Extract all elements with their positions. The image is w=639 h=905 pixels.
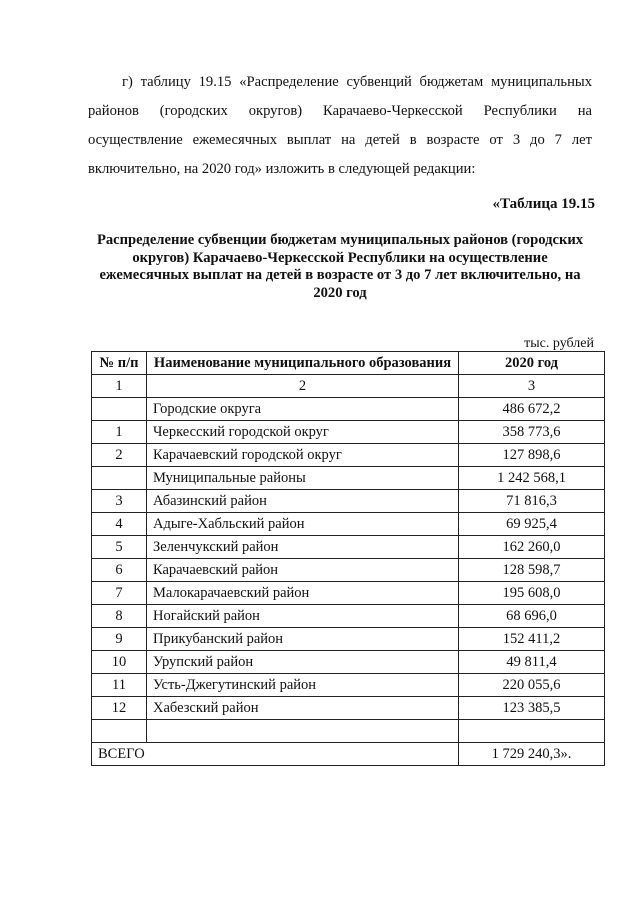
row-value: 486 672,2	[459, 398, 605, 421]
table-row	[92, 513, 605, 536]
row-number: 9	[92, 628, 147, 651]
row-name: Зеленчукский район	[147, 536, 459, 559]
table-row	[92, 674, 605, 697]
header-number: № п/п	[92, 352, 147, 375]
empty-cell	[92, 720, 147, 743]
table-row	[92, 490, 605, 513]
row-number: 5	[92, 536, 147, 559]
total-label: ВСЕГО	[92, 743, 459, 766]
table-row	[92, 651, 605, 674]
table-row	[92, 559, 605, 582]
row-value: 1 242 568,1	[459, 467, 605, 490]
row-number: 1	[92, 421, 147, 444]
table-row	[92, 582, 605, 605]
row-value: 128 598,7	[459, 559, 605, 582]
intro-paragraph	[88, 68, 592, 184]
row-number: 2	[92, 444, 147, 467]
row-name: Черкесский городской округ	[147, 421, 459, 444]
table-row	[92, 467, 605, 490]
row-value: 127 898,6	[459, 444, 605, 467]
row-value: 68 696,0	[459, 605, 605, 628]
table-row	[92, 421, 605, 444]
row-name: Абазинский район	[147, 490, 459, 513]
row-number: 7	[92, 582, 147, 605]
row-number: 11	[92, 674, 147, 697]
row-number: 3	[92, 490, 147, 513]
table-header-row	[92, 352, 605, 375]
table-body	[92, 398, 605, 720]
row-value: 195 608,0	[459, 582, 605, 605]
row-number: 12	[92, 697, 147, 720]
row-value: 123 385,5	[459, 697, 605, 720]
table-row	[92, 536, 605, 559]
row-value: 162 260,0	[459, 536, 605, 559]
row-name: Малокарачаевский район	[147, 582, 459, 605]
column-number-row	[92, 375, 605, 398]
col-number-2: 2	[147, 375, 459, 398]
header-year: 2020 год	[459, 352, 605, 375]
row-name: Карачаевский городской округ	[147, 444, 459, 467]
row-value: 69 925,4	[459, 513, 605, 536]
empty-row	[92, 720, 605, 743]
table-row	[92, 605, 605, 628]
empty-cell	[147, 720, 459, 743]
total-row	[92, 743, 605, 766]
row-value: 71 816,3	[459, 490, 605, 513]
row-value: 49 811,4	[459, 651, 605, 674]
row-value: 152 411,2	[459, 628, 605, 651]
row-name: Хабезский район	[147, 697, 459, 720]
row-number	[92, 467, 147, 490]
col-number-1: 1	[92, 375, 147, 398]
row-number	[92, 398, 147, 421]
row-number: 6	[92, 559, 147, 582]
header-name: Наименование муниципального образования	[147, 352, 459, 375]
row-name: Усть-Джегутинский район	[147, 674, 459, 697]
row-name: Адыге-Хабльский район	[147, 513, 459, 536]
row-name: Урупский район	[147, 651, 459, 674]
row-name: Городские округа	[147, 398, 459, 421]
col-number-3: 3	[459, 375, 605, 398]
row-name: Прикубанский район	[147, 628, 459, 651]
row-name: Ногайский район	[147, 605, 459, 628]
table-title: Распределение субвенции бюджетам муниципальных районов (городских округов) Карачаево-Черкесской Республики на осуществление ежемесячных выплат на детей в возрасте от 3 до 7 лет включительно, на 2020 год	[96, 232, 584, 301]
table-row	[92, 398, 605, 421]
row-number: 10	[92, 651, 147, 674]
row-name: Муниципальные районы	[147, 467, 459, 490]
row-value: 358 773,6	[459, 421, 605, 444]
row-number: 4	[92, 513, 147, 536]
row-value: 220 055,6	[459, 674, 605, 697]
table-label: «Таблица 19.15	[492, 196, 595, 212]
table-row	[92, 444, 605, 467]
table-row	[92, 697, 605, 720]
intro-text: г) таблицу 19.15 «Распределение субвенций бюджетам муниципальных районов (городских округов) Карачаево-Черкесской Республики на осуществление ежемесячных выплат на детей в возрасте от 3 до 7 лет включительно, на 2020 год» изложить в следующей редакции:	[88, 74, 592, 177]
row-number: 8	[92, 605, 147, 628]
subvention-table	[91, 351, 605, 766]
total-value: 1 729 240,3».	[459, 743, 605, 766]
empty-cell	[459, 720, 605, 743]
units-label: тыс. рублей	[524, 336, 594, 351]
row-name: Карачаевский район	[147, 559, 459, 582]
table-row	[92, 628, 605, 651]
